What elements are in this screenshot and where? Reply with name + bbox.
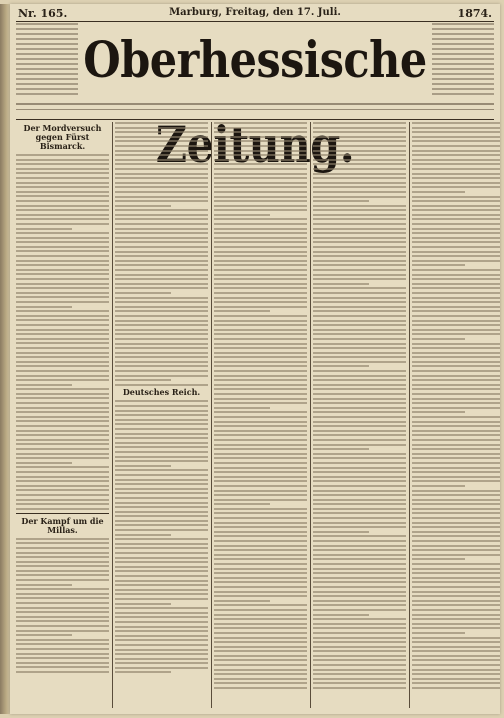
masthead-title: Oberhessische xyxy=(83,32,427,90)
article-columns xyxy=(16,122,494,708)
subscription-notice-left xyxy=(16,23,78,103)
feuilleton-heading: Der Kampf um die Millas. xyxy=(21,515,104,535)
section-rule xyxy=(16,513,109,514)
article-body xyxy=(115,122,208,386)
section-heading: Deutsches Reich. xyxy=(122,387,201,398)
masthead-bottom-rule xyxy=(16,119,494,120)
subscription-notice-right xyxy=(432,23,494,103)
issue-number: Nr. 165. xyxy=(18,7,68,20)
column-5 xyxy=(412,122,500,708)
article-heading: Der Mordversuch gegen Fürst Bismarck. xyxy=(23,123,102,151)
column-4 xyxy=(313,122,406,708)
article-body xyxy=(214,122,307,689)
binding-edge xyxy=(0,4,10,714)
article-body xyxy=(313,122,406,689)
article-body xyxy=(412,122,500,689)
feuilleton-body xyxy=(16,538,109,673)
publication-info-strip xyxy=(16,100,494,118)
issue-date: Marburg, Freitag, den 17. Juli. xyxy=(169,7,341,18)
column-3 xyxy=(214,122,307,708)
column-2 xyxy=(115,122,208,708)
newspaper-page xyxy=(10,4,500,714)
article-body xyxy=(16,154,109,510)
article-body xyxy=(115,400,208,673)
column-1 xyxy=(16,122,109,708)
issue-year: 1874. xyxy=(457,7,492,20)
issue-header xyxy=(18,7,492,19)
